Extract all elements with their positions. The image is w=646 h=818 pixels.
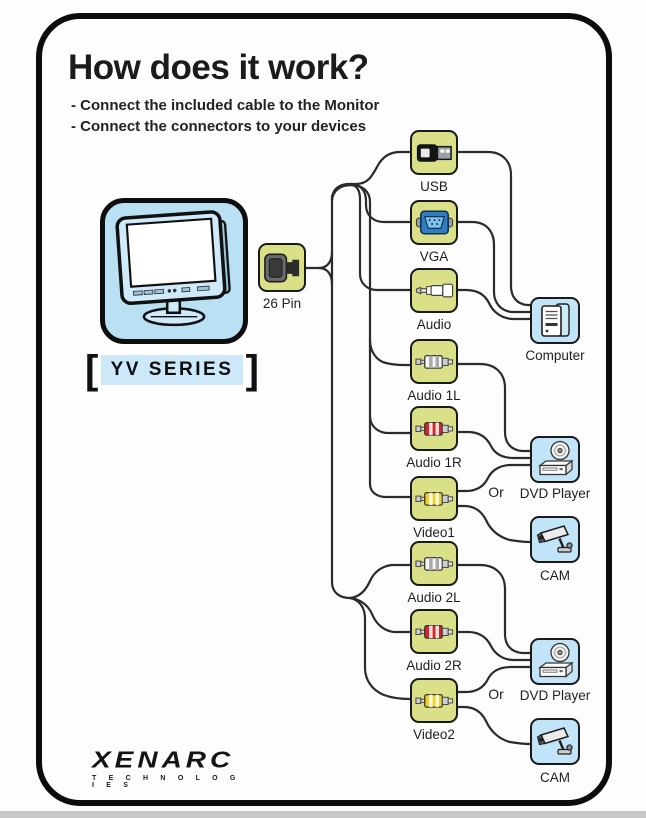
- xenarc-logo: [92, 747, 252, 789]
- monitor-box: [100, 198, 248, 344]
- bullet-1: - Connect the included cable to the Monitor: [71, 97, 380, 114]
- connector-video1-label: Video1: [413, 525, 455, 540]
- device-computer: [530, 297, 580, 344]
- connector-audio2r: [410, 609, 458, 654]
- cctv-camera-icon: [533, 519, 577, 560]
- connector-video2-label: Video2: [413, 727, 455, 742]
- rca-yellow-icon: [413, 479, 456, 519]
- monitor-icon: [105, 203, 243, 339]
- yv-bracket-left: [: [85, 348, 99, 392]
- or-label-2: Or: [488, 686, 504, 702]
- device-cam-1-label: CAM: [540, 568, 570, 583]
- device-cam-2: [530, 718, 580, 765]
- computer-tower-icon: [533, 300, 577, 341]
- connector-vga: [410, 200, 458, 245]
- yv-series-label: YV SERIES: [101, 355, 242, 385]
- connector-audio-label: Audio: [416, 317, 452, 332]
- device-cam-2-label: CAM: [540, 770, 570, 785]
- rca-white-icon: [413, 342, 456, 382]
- page-title: How does it work?: [68, 48, 369, 87]
- dvd-player-icon: [533, 439, 577, 480]
- connector-usb-label: USB: [420, 179, 448, 194]
- vga-plug-icon: [413, 203, 456, 243]
- connector-audio1l: [410, 339, 458, 384]
- device-computer-label: Computer: [525, 348, 585, 363]
- rca-yellow-icon: [413, 681, 456, 721]
- device-dvd-player-1: [530, 436, 580, 483]
- pin26-connector-icon: [261, 246, 304, 290]
- device-dvd-player-2: [530, 638, 580, 685]
- cctv-camera-icon: [533, 721, 577, 762]
- yv-series-badge: [85, 348, 259, 392]
- yv-bracket-right: ]: [245, 348, 259, 392]
- connector-audio: [410, 268, 458, 313]
- dvd-player-icon: [533, 641, 577, 682]
- connector-audio2l: [410, 541, 458, 586]
- connector-usb: [410, 130, 458, 175]
- rca-white-icon: [413, 544, 456, 584]
- connector-audio1r-label: Audio 1R: [406, 455, 462, 470]
- pin26-box: [258, 243, 306, 292]
- audio-jack-icon: [413, 271, 456, 311]
- connector-video2: [410, 678, 458, 723]
- rca-red-icon: [413, 612, 456, 652]
- connector-vga-label: VGA: [419, 249, 449, 264]
- connector-audio2r-label: Audio 2R: [406, 658, 462, 673]
- logo-subtitle: T E C H N O L O G I E S: [92, 775, 241, 789]
- usb-plug-icon: [413, 133, 456, 173]
- bottom-strip: [0, 811, 646, 818]
- rca-red-icon: [413, 409, 456, 449]
- pin26-label: 26 Pin: [262, 296, 302, 311]
- bullet-2: - Connect the connectors to your devices: [71, 118, 367, 135]
- device-cam-1: [530, 516, 580, 563]
- device-dvd-player-1-label: DVD Player: [519, 486, 591, 501]
- connector-audio1r: [410, 406, 458, 451]
- instruction-bullets: [71, 95, 379, 137]
- or-label-1: Or: [488, 484, 504, 500]
- device-dvd-player-2-label: DVD Player: [519, 688, 591, 703]
- connector-audio1l-label: Audio 1L: [407, 388, 461, 403]
- logo-name: XENARC: [92, 747, 235, 773]
- connector-audio2l-label: Audio 2L: [407, 590, 461, 605]
- connector-video1: [410, 476, 458, 521]
